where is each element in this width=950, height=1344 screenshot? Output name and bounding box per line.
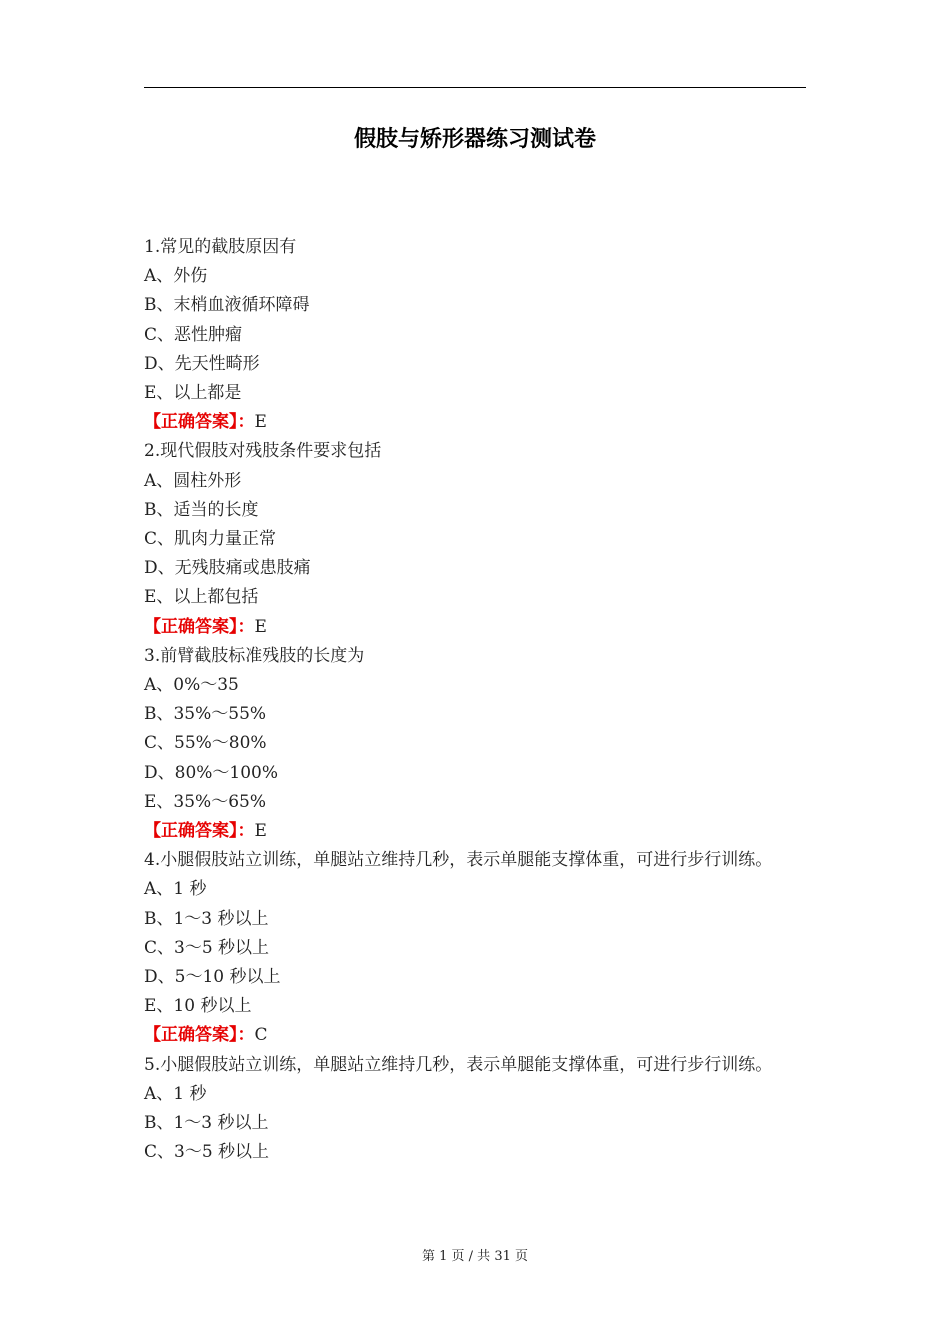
answer-label: 【正确答案】： — [144, 1025, 255, 1046]
option-b: B、末梢血液循环障碍 — [144, 295, 310, 316]
question-block — [144, 437, 806, 641]
page-footer: 第 1 页 / 共 31 页 — [422, 1249, 528, 1264]
answer-value: E — [254, 821, 267, 842]
question-stem: 4.小腿假肢站立训练，单腿站立维持几秒，表示单腿能支撑体重，可进行步行训练。 — [144, 850, 773, 871]
question-block — [144, 846, 806, 1050]
option-a: A、外伤 — [144, 266, 208, 287]
answer-line — [144, 817, 806, 846]
option-d: D、5～10 秒以上 — [144, 967, 281, 988]
option-e: E、以上都是 — [144, 383, 242, 404]
question-stem: 2.现代假肢对残肢条件要求包括 — [144, 441, 382, 462]
option-c: C、恶性肿瘤 — [144, 324, 243, 345]
option-b: B、1～3 秒以上 — [144, 908, 269, 929]
option-e: E、35%～65% — [144, 791, 266, 812]
question-block — [144, 642, 806, 846]
option-d: D、无残肢痛或患肢痛 — [144, 558, 311, 579]
option-b: B、1～3 秒以上 — [144, 1113, 269, 1134]
answer-label: 【正确答案】： — [144, 821, 255, 842]
option-a: A、1 秒 — [144, 1083, 207, 1104]
question-stem: 3.前臂截肢标准残肢的长度为 — [144, 645, 365, 666]
option-a: A、1 秒 — [144, 879, 207, 900]
option-a: A、0%～35 — [144, 675, 239, 696]
question-block — [144, 1051, 806, 1168]
answer-value: C — [254, 1025, 268, 1046]
answer-label: 【正确答案】： — [144, 412, 255, 433]
option-c: C、55%～80% — [144, 733, 267, 754]
option-c: C、肌肉力量正常 — [144, 529, 277, 550]
option-d: D、先天性畸形 — [144, 353, 260, 374]
answer-label: 【正确答案】： — [144, 616, 255, 637]
option-b: B、35%～55% — [144, 704, 267, 725]
option-b: B、适当的长度 — [144, 499, 259, 520]
question-block — [144, 233, 806, 437]
option-d: D、80%～100% — [144, 762, 279, 783]
question-stem: 1.常见的截肢原因有 — [144, 237, 297, 257]
question-list — [144, 233, 806, 1168]
answer-line — [144, 1021, 806, 1050]
answer-line — [144, 613, 806, 642]
option-c: C、3～5 秒以上 — [144, 1142, 270, 1163]
answer-value: E — [254, 412, 267, 433]
option-c: C、3～5 秒以上 — [144, 937, 270, 958]
answer-value: E — [254, 616, 267, 637]
question-stem: 5.小腿假肢站立训练，单腿站立维持几秒，表示单腿能支撑体重，可进行步行训练。 — [144, 1054, 773, 1075]
header-rule — [144, 87, 806, 88]
option-a: A、圆柱外形 — [144, 470, 242, 491]
document-title: 假肢与矫形器练习测试卷 — [353, 127, 596, 152]
option-e: E、10 秒以上 — [144, 996, 252, 1017]
option-e: E、以上都包括 — [144, 587, 259, 608]
answer-line — [144, 408, 806, 437]
